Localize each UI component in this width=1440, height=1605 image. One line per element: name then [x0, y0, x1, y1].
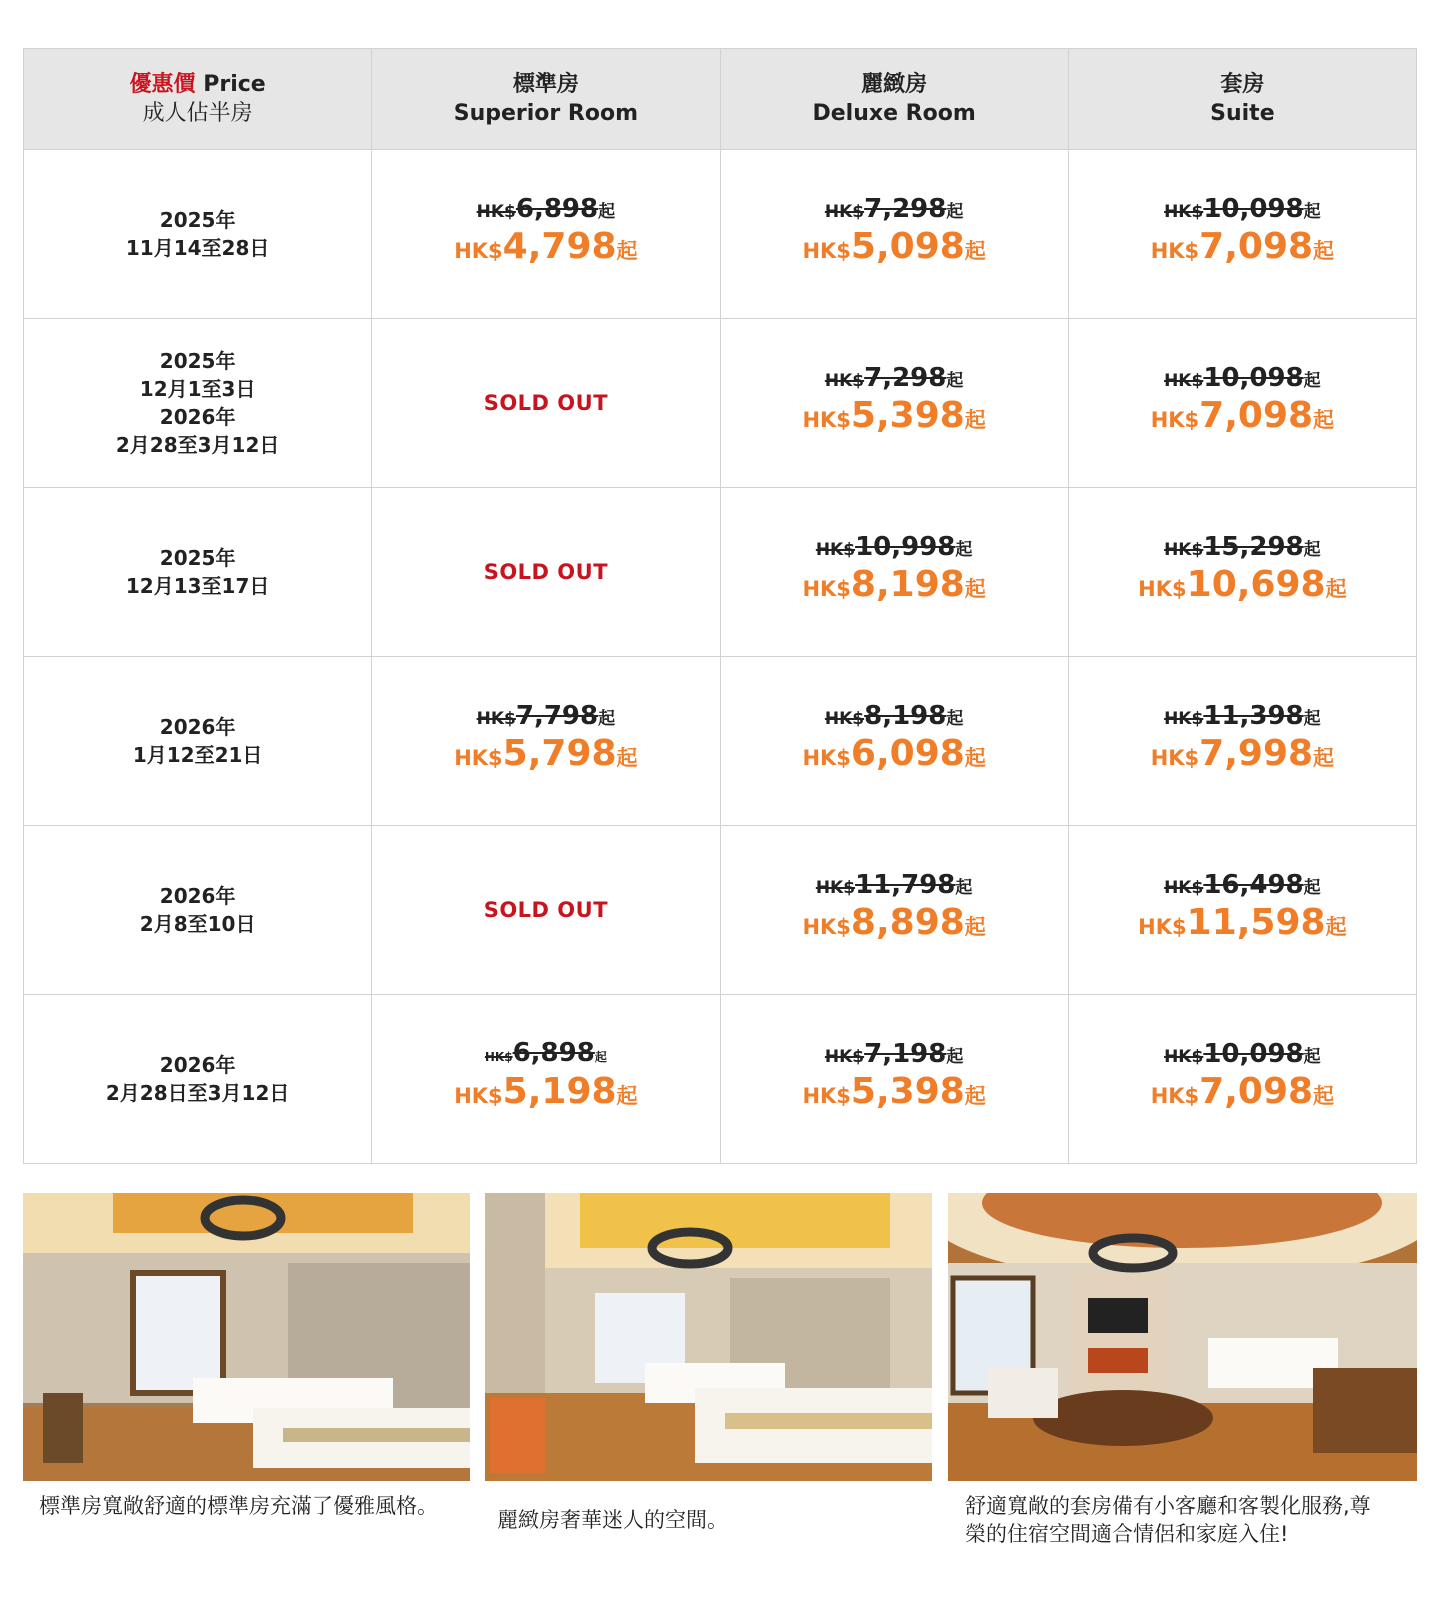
original-price-value: 10,998 — [855, 531, 956, 562]
original-price-value: 10,098 — [1203, 193, 1304, 224]
price-suffix: 起 — [1313, 745, 1335, 770]
currency-label: HK$ — [802, 407, 851, 432]
deluxe-room-en: Deluxe Room — [812, 101, 976, 126]
discount-price — [1069, 732, 1416, 780]
original-price — [1069, 869, 1416, 901]
superior-room-photo — [23, 1193, 470, 1481]
table-header-row — [24, 49, 1417, 150]
discount-price — [1069, 563, 1416, 611]
deluxe-price-cell — [720, 657, 1068, 826]
price-suffix: 起 — [1303, 201, 1321, 222]
deluxe-price-cell — [720, 488, 1068, 657]
discount-price — [721, 225, 1068, 273]
suite-en: Suite — [1210, 101, 1275, 126]
suite-photo — [948, 1193, 1417, 1481]
discount-price — [1069, 901, 1416, 949]
superior-price-cell — [372, 319, 720, 488]
deluxe-price-cell — [720, 826, 1068, 995]
original-price — [721, 362, 1068, 394]
price-suffix: 起 — [1303, 1046, 1321, 1067]
discount-price-value: 5,198 — [502, 1071, 617, 1112]
price-suffix: 起 — [616, 1084, 638, 1108]
deluxe-room-photo — [485, 1193, 932, 1481]
price-suffix: 起 — [1303, 877, 1321, 898]
discount-price-value: 5,098 — [850, 225, 965, 267]
discount-label: 優惠價 — [129, 72, 196, 97]
currency-label: HK$ — [802, 914, 851, 939]
currency-label: HK$ — [1138, 914, 1187, 939]
currency-label: HK$ — [454, 1084, 503, 1108]
currency-label: HK$ — [1150, 407, 1200, 432]
currency-label: HK$ — [824, 1046, 865, 1067]
discount-price-value: 7,998 — [1199, 732, 1314, 774]
original-price-value: 10,098 — [1203, 1038, 1304, 1069]
currency-label: HK$ — [476, 708, 516, 729]
suite-cn: 套房 — [1220, 72, 1265, 97]
original-price — [721, 531, 1068, 563]
price-suffix: 起 — [964, 576, 986, 601]
original-price — [1069, 193, 1416, 225]
currency-label: HK$ — [824, 708, 865, 729]
date-cell — [24, 995, 372, 1164]
table-row — [24, 995, 1417, 1164]
date-cell — [24, 150, 372, 319]
header-suite — [1068, 49, 1416, 150]
original-price-value: 15,298 — [1203, 531, 1304, 562]
discount-price-value: 5,398 — [850, 1070, 965, 1112]
price-suffix: 起 — [1303, 370, 1321, 391]
superior-price-cell — [372, 488, 720, 657]
original-price-value: 11,798 — [855, 869, 956, 900]
currency-label: HK$ — [1164, 708, 1204, 729]
suite-price-cell — [1068, 319, 1416, 488]
discount-price — [721, 732, 1068, 780]
currency-label: HK$ — [1150, 238, 1200, 263]
currency-label: HK$ — [1150, 1083, 1200, 1108]
currency-label: HK$ — [802, 576, 851, 601]
price-suffix: 起 — [1313, 1083, 1335, 1108]
price-suffix: 起 — [946, 370, 964, 391]
date-line: 2026年 — [159, 1053, 236, 1077]
deluxe-room-caption: 麗緻房奢華迷人的空間。 — [497, 1508, 728, 1532]
original-price-value: 6,898 — [512, 1038, 595, 1068]
price-suffix: 起 — [946, 708, 964, 729]
price-suffix: 起 — [964, 914, 986, 939]
date-line: 11月14至28日 — [125, 236, 270, 260]
original-price — [721, 869, 1068, 901]
superior-room-cn: 標準房 — [512, 72, 579, 97]
superior-price-cell — [372, 657, 720, 826]
currency-label: HK$ — [1164, 370, 1204, 391]
date-line: 2026年 — [159, 405, 236, 429]
suite-price-cell — [1068, 826, 1416, 995]
date-line: 2月28日至3月12日 — [105, 1081, 290, 1105]
currency-label: HK$ — [815, 539, 856, 560]
discount-price — [1069, 1070, 1416, 1118]
superior-price-cell — [372, 150, 720, 319]
discount-price — [1069, 394, 1416, 442]
table-body — [24, 150, 1417, 1164]
price-suffix: 起 — [955, 539, 973, 560]
date-line: 12月1至3日 — [139, 377, 256, 401]
sold-out-label: SOLD OUT — [483, 898, 609, 922]
deluxe-price-cell — [720, 995, 1068, 1164]
price-suffix: 起 — [946, 1046, 964, 1067]
price-suffix: 起 — [1325, 914, 1347, 939]
currency-label: HK$ — [802, 1083, 851, 1108]
table-row — [24, 319, 1417, 488]
original-price — [1069, 700, 1416, 732]
currency-label: HK$ — [476, 201, 516, 222]
original-price-value: 10,098 — [1203, 362, 1304, 393]
table-row — [24, 657, 1417, 826]
header-price — [24, 49, 372, 150]
currency-label: HK$ — [1150, 745, 1200, 770]
currency-label: HK$ — [1164, 1046, 1204, 1067]
original-price — [721, 193, 1068, 225]
original-price — [1069, 531, 1416, 563]
price-suffix: 起 — [964, 1083, 986, 1108]
date-line: 2026年 — [159, 715, 236, 739]
price-suffix: 起 — [1313, 407, 1335, 432]
suite-price-cell — [1068, 995, 1416, 1164]
price-suffix: 起 — [598, 708, 616, 729]
deluxe-room-cn: 麗緻房 — [861, 72, 928, 97]
currency-label: HK$ — [1164, 877, 1204, 898]
sold-out-label: SOLD OUT — [483, 560, 609, 584]
table-row — [24, 150, 1417, 319]
original-price-value: 7,298 — [864, 362, 947, 393]
price-suffix: 起 — [598, 201, 616, 222]
price-suffix: 起 — [946, 201, 964, 222]
original-price — [372, 700, 719, 732]
date-line: 2025年 — [159, 546, 236, 570]
date-cell — [24, 488, 372, 657]
price-suffix: 起 — [964, 745, 986, 770]
currency-label: HK$ — [454, 238, 503, 263]
date-cell — [24, 657, 372, 826]
discount-price — [721, 394, 1068, 442]
suite-price-cell — [1068, 150, 1416, 319]
table-row — [24, 826, 1417, 995]
original-price-value: 11,398 — [1203, 700, 1304, 731]
price-suffix: 起 — [616, 238, 638, 263]
price-suffix: 起 — [616, 745, 638, 770]
discount-price-value: 7,098 — [1199, 225, 1314, 267]
date-line: 2月8至10日 — [139, 912, 256, 936]
discount-price-value: 11,598 — [1186, 901, 1326, 943]
original-price-value: 7,798 — [515, 700, 599, 731]
currency-label: HK$ — [454, 745, 503, 770]
price-suffix: 起 — [594, 1050, 607, 1064]
date-line: 2025年 — [159, 208, 236, 232]
deluxe-price-cell — [720, 150, 1068, 319]
discount-price-value: 10,698 — [1186, 563, 1326, 605]
currency-label: HK$ — [1138, 576, 1187, 601]
superior-room-en: Superior Room — [453, 101, 639, 126]
discount-price — [1069, 225, 1416, 273]
price-suffix: 起 — [1313, 238, 1335, 263]
discount-price-value: 5,798 — [502, 732, 617, 774]
discount-price-value: 4,798 — [502, 225, 617, 267]
original-price — [372, 1040, 719, 1070]
original-price — [1069, 1038, 1416, 1070]
occupancy-label: 成人佔半房 — [142, 101, 253, 126]
original-price-value: 6,898 — [515, 193, 599, 224]
currency-label: HK$ — [1164, 539, 1204, 560]
currency-label: HK$ — [484, 1050, 513, 1064]
date-cell — [24, 319, 372, 488]
discount-price-value: 8,898 — [850, 901, 965, 943]
discount-price-value: 7,098 — [1199, 394, 1314, 436]
discount-price — [372, 1070, 719, 1118]
discount-price — [721, 901, 1068, 949]
date-line: 12月13至17日 — [125, 574, 270, 598]
original-price-value: 16,498 — [1203, 869, 1304, 900]
price-label: Price — [203, 72, 266, 97]
original-price — [372, 193, 719, 225]
header-superior-room — [372, 49, 720, 150]
sold-out-label: SOLD OUT — [483, 391, 609, 415]
discount-price — [372, 732, 719, 780]
date-line: 2月28至3月12日 — [115, 433, 280, 457]
date-cell — [24, 826, 372, 995]
discount-price-value: 5,398 — [850, 394, 965, 436]
date-line: 1月12至21日 — [132, 743, 263, 767]
price-suffix: 起 — [1303, 708, 1321, 729]
original-price — [721, 700, 1068, 732]
original-price — [721, 1038, 1068, 1070]
original-price-value: 7,198 — [864, 1038, 947, 1069]
currency-label: HK$ — [802, 745, 851, 770]
original-price-value: 7,298 — [864, 193, 947, 224]
discount-price — [721, 563, 1068, 611]
discount-price — [372, 225, 719, 273]
superior-price-cell — [372, 826, 720, 995]
table-row — [24, 488, 1417, 657]
price-suffix: 起 — [1303, 539, 1321, 560]
currency-label: HK$ — [824, 201, 865, 222]
currency-label: HK$ — [802, 238, 851, 263]
date-line: 2026年 — [159, 884, 236, 908]
original-price-value: 8,198 — [864, 700, 947, 731]
price-suffix: 起 — [964, 238, 986, 263]
currency-label: HK$ — [1164, 201, 1204, 222]
currency-label: HK$ — [824, 370, 865, 391]
price-table — [23, 48, 1417, 1164]
date-line: 2025年 — [159, 349, 236, 373]
discount-price-value: 6,098 — [850, 732, 965, 774]
suite-caption: 舒適寬敞的套房備有小客廳和客製化服務,尊榮的住宿空間適合情侶和家庭入住! — [965, 1494, 1371, 1546]
price-suffix: 起 — [964, 407, 986, 432]
currency-label: HK$ — [815, 877, 856, 898]
discount-price-value: 8,198 — [850, 563, 965, 605]
price-suffix: 起 — [1325, 576, 1347, 601]
header-deluxe-room — [720, 49, 1068, 150]
suite-price-cell — [1068, 657, 1416, 826]
superior-room-caption: 標準房寬敞舒適的標準房充滿了優雅風格。 — [39, 1494, 438, 1518]
superior-price-cell — [372, 995, 720, 1164]
price-suffix: 起 — [955, 877, 973, 898]
deluxe-price-cell — [720, 319, 1068, 488]
discount-price-value: 7,098 — [1199, 1070, 1314, 1112]
discount-price — [721, 1070, 1068, 1118]
original-price — [1069, 362, 1416, 394]
suite-price-cell — [1068, 488, 1416, 657]
